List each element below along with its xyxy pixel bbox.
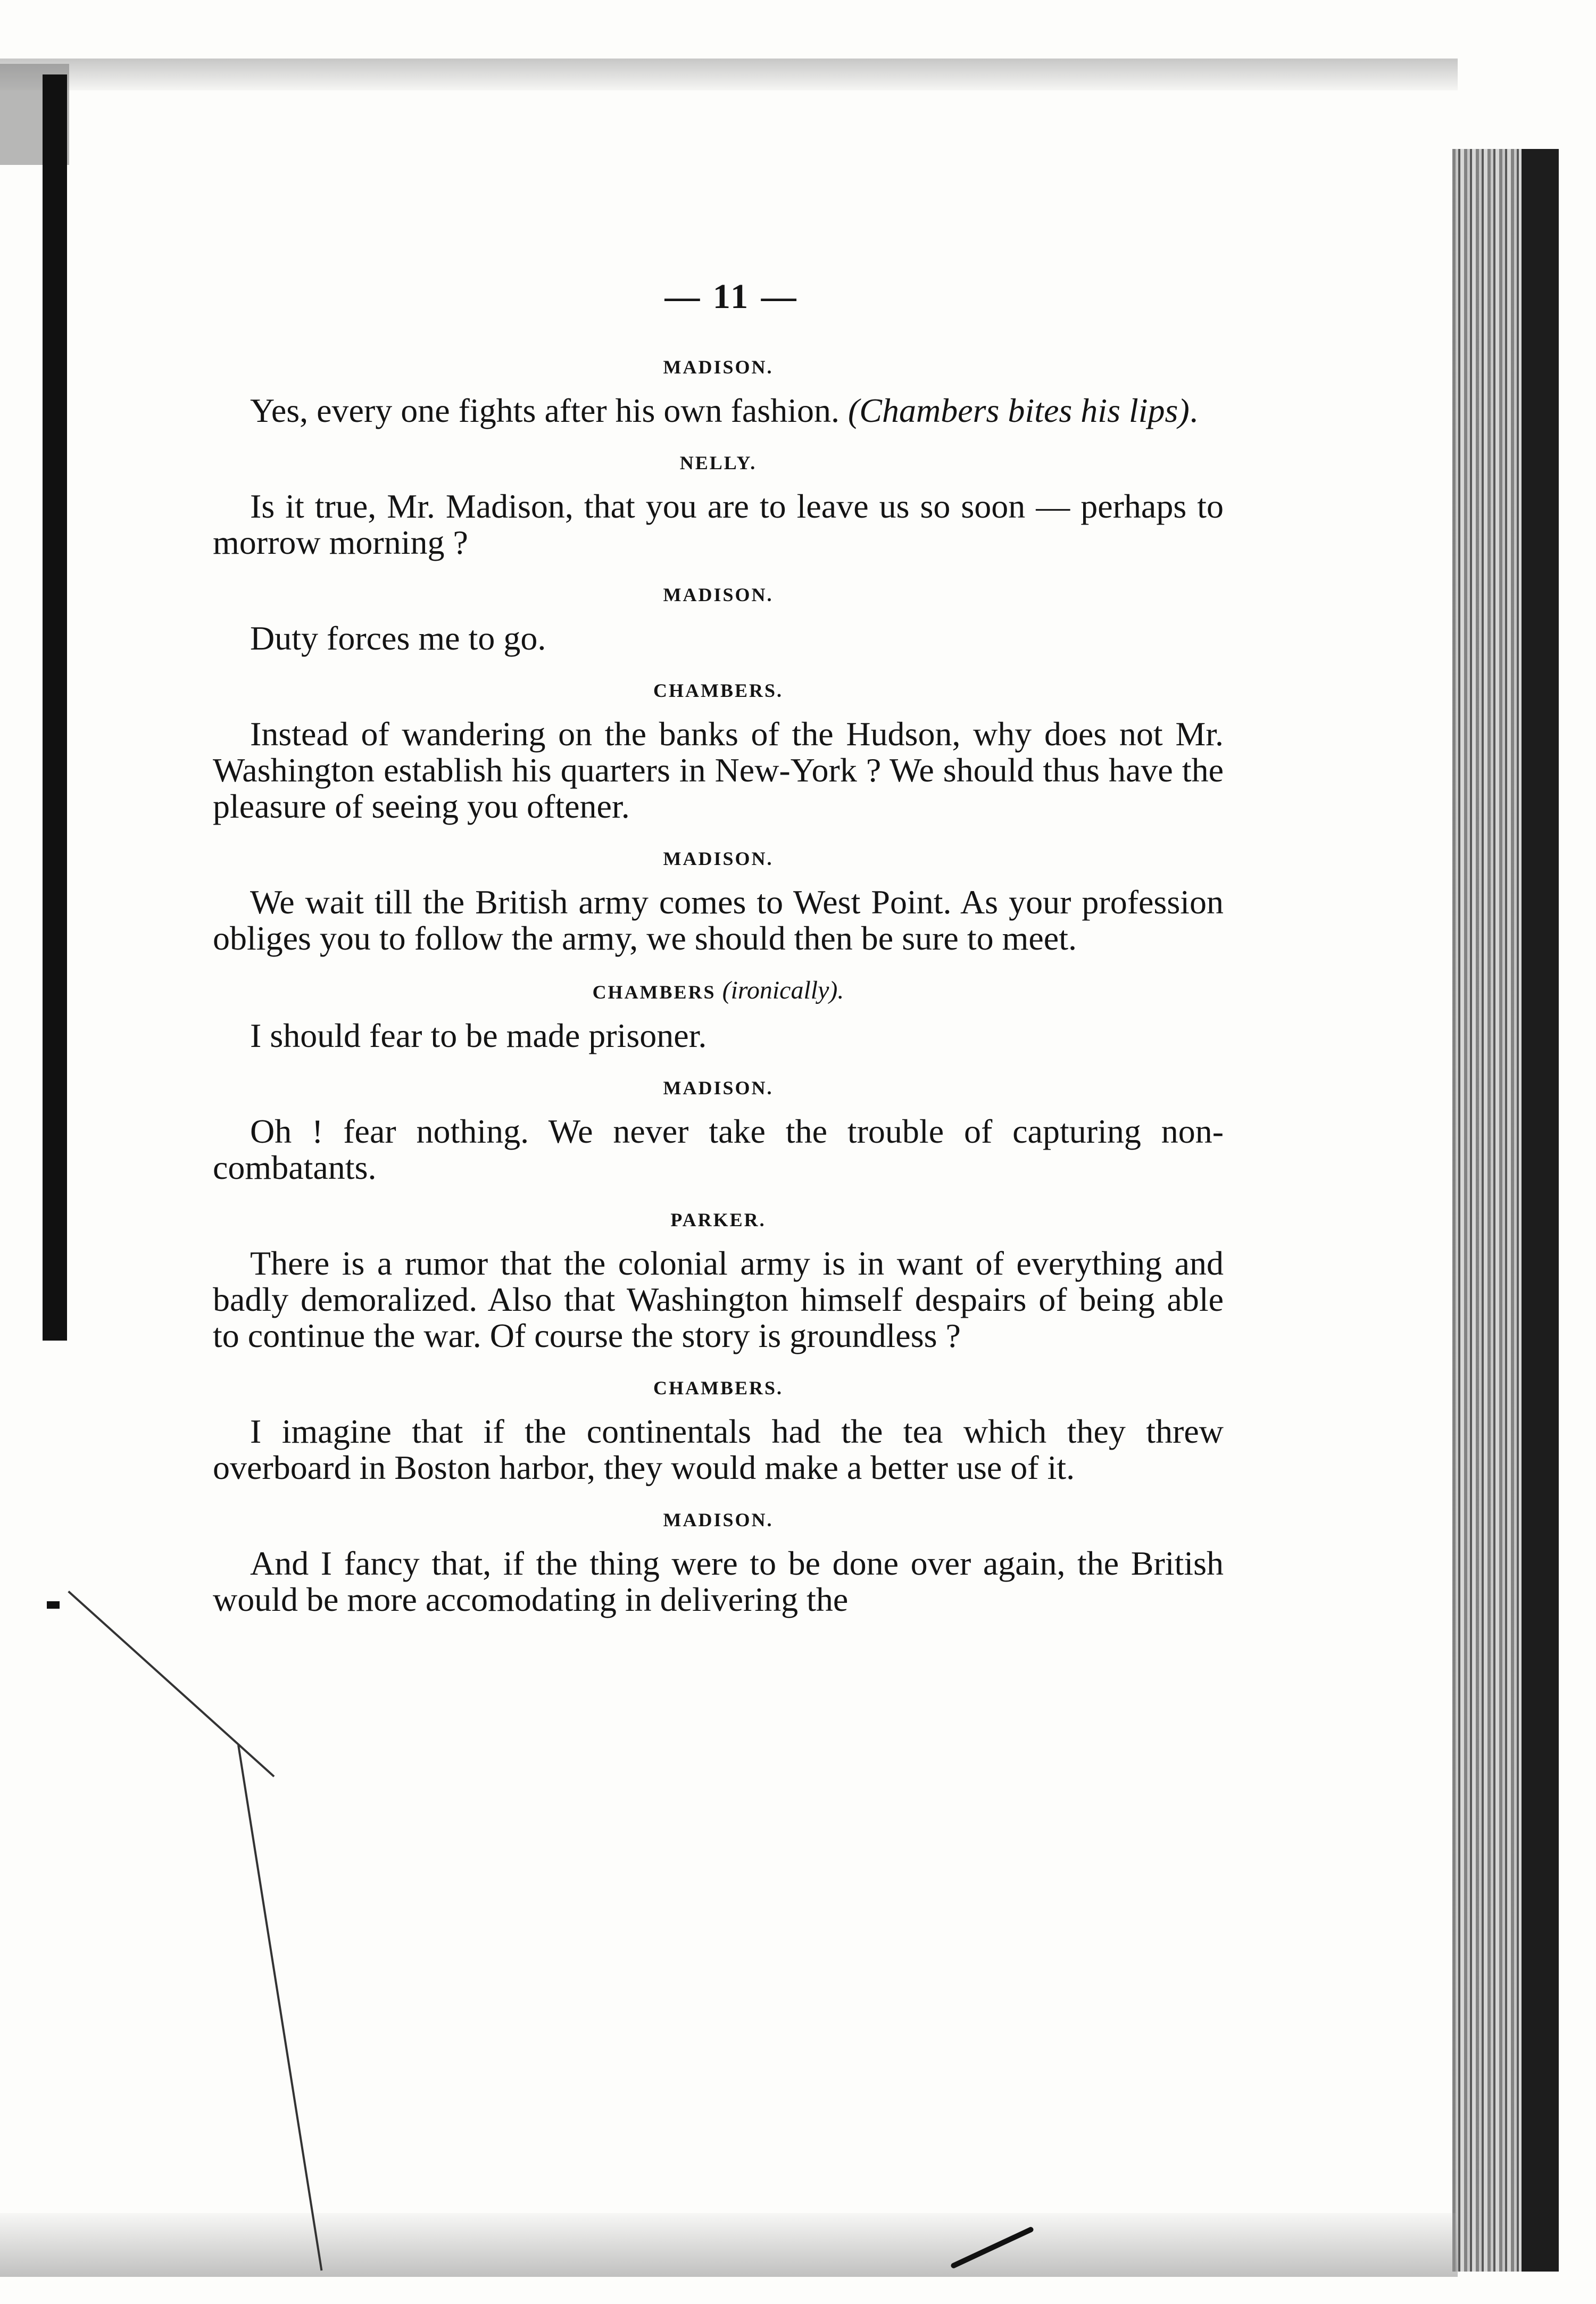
speech-text: Duty forces me to go. (250, 619, 546, 657)
speaker-label: MADISON. (663, 356, 774, 378)
speech-paragraph (213, 884, 1224, 956)
scan-edge-right-dark (1522, 149, 1559, 2272)
speaker-label: MADISON. (663, 1077, 774, 1099)
speech-text: Is it true, Mr. Madison, that you are to leave us so soon — perhaps to morrow morning ? (213, 487, 1224, 561)
page-number: — 11 — (664, 277, 799, 316)
speaker-label: MADISON. (663, 584, 774, 605)
speech-paragraph (213, 488, 1224, 561)
speech-paragraph (213, 1113, 1224, 1186)
speaker-label: PARKER. (670, 1209, 766, 1230)
speaker-name (213, 1504, 1224, 1536)
speech-text: Instead of wandering on the banks of the Hudson, why does not Mr. Washington establish his quarters in New-York ? We should thus have the pleasure of seeing you oftener. (213, 715, 1224, 825)
binding-edge-bar (43, 74, 67, 1341)
scan-shadow-top (0, 59, 1458, 90)
speaker-label: MADISON. (663, 848, 774, 869)
speech-text: I imagine that if the continentals had the tea which they threw overboard in Boston harbor, they would make a better use of it. (213, 1412, 1224, 1486)
speech-paragraph (213, 1413, 1224, 1486)
speech-text: There is a rumor that the colonial army is in want of everything and badly demoralized. Also that Washington himself despairs of being able to continue the war. Of course the story is groundless ? (213, 1244, 1224, 1354)
speech-paragraph (213, 620, 1224, 656)
speaker-name (213, 1072, 1224, 1104)
speech-paragraph (213, 393, 1224, 429)
speech-text: Yes, every one fights after his own fashion. (250, 392, 848, 429)
speech-paragraph (213, 1245, 1224, 1354)
speech-text: Oh ! fear nothing. We never take the trouble of capturing non-combatants. (213, 1112, 1224, 1186)
speech-paragraph (213, 1018, 1224, 1054)
stage-direction: (ironically). (722, 976, 844, 1004)
pencil-mark (237, 1745, 322, 2270)
dialogue-column (213, 351, 1224, 1636)
speaker-name (213, 447, 1224, 479)
speaker-label: MADISON. (663, 1509, 774, 1531)
speaker-name (213, 675, 1224, 706)
speaker-label: CHAMBERS. (653, 1377, 784, 1399)
stage-direction: (Chambers bites his lips) (847, 392, 1190, 429)
speaker-label: CHAMBERS. (653, 680, 784, 701)
scan-shadow-bottom (0, 2213, 1458, 2277)
speaker-name (213, 579, 1224, 611)
speaker-label: NELLY. (679, 452, 757, 473)
speech-text: I should fear to be made prisoner. (250, 1017, 707, 1054)
speech-text: . (1189, 392, 1198, 429)
scan-mark (47, 1601, 60, 1609)
speech-text: And I fancy that, if the thing were to be done over again, the British would be more accomodating in delivering the (213, 1544, 1224, 1618)
speech-paragraph (213, 716, 1224, 825)
speaker-name (213, 351, 1224, 383)
speaker-label: CHAMBERS (592, 982, 716, 1003)
speech-text: We wait till the British army comes to West Point. As your profession obliges you to follow the army, we should then be sure to meet. (213, 883, 1224, 957)
speaker-name (213, 843, 1224, 875)
speaker-name (213, 975, 1224, 1008)
speaker-name (213, 1204, 1224, 1236)
speech-paragraph (213, 1545, 1224, 1618)
speaker-name (213, 1372, 1224, 1404)
